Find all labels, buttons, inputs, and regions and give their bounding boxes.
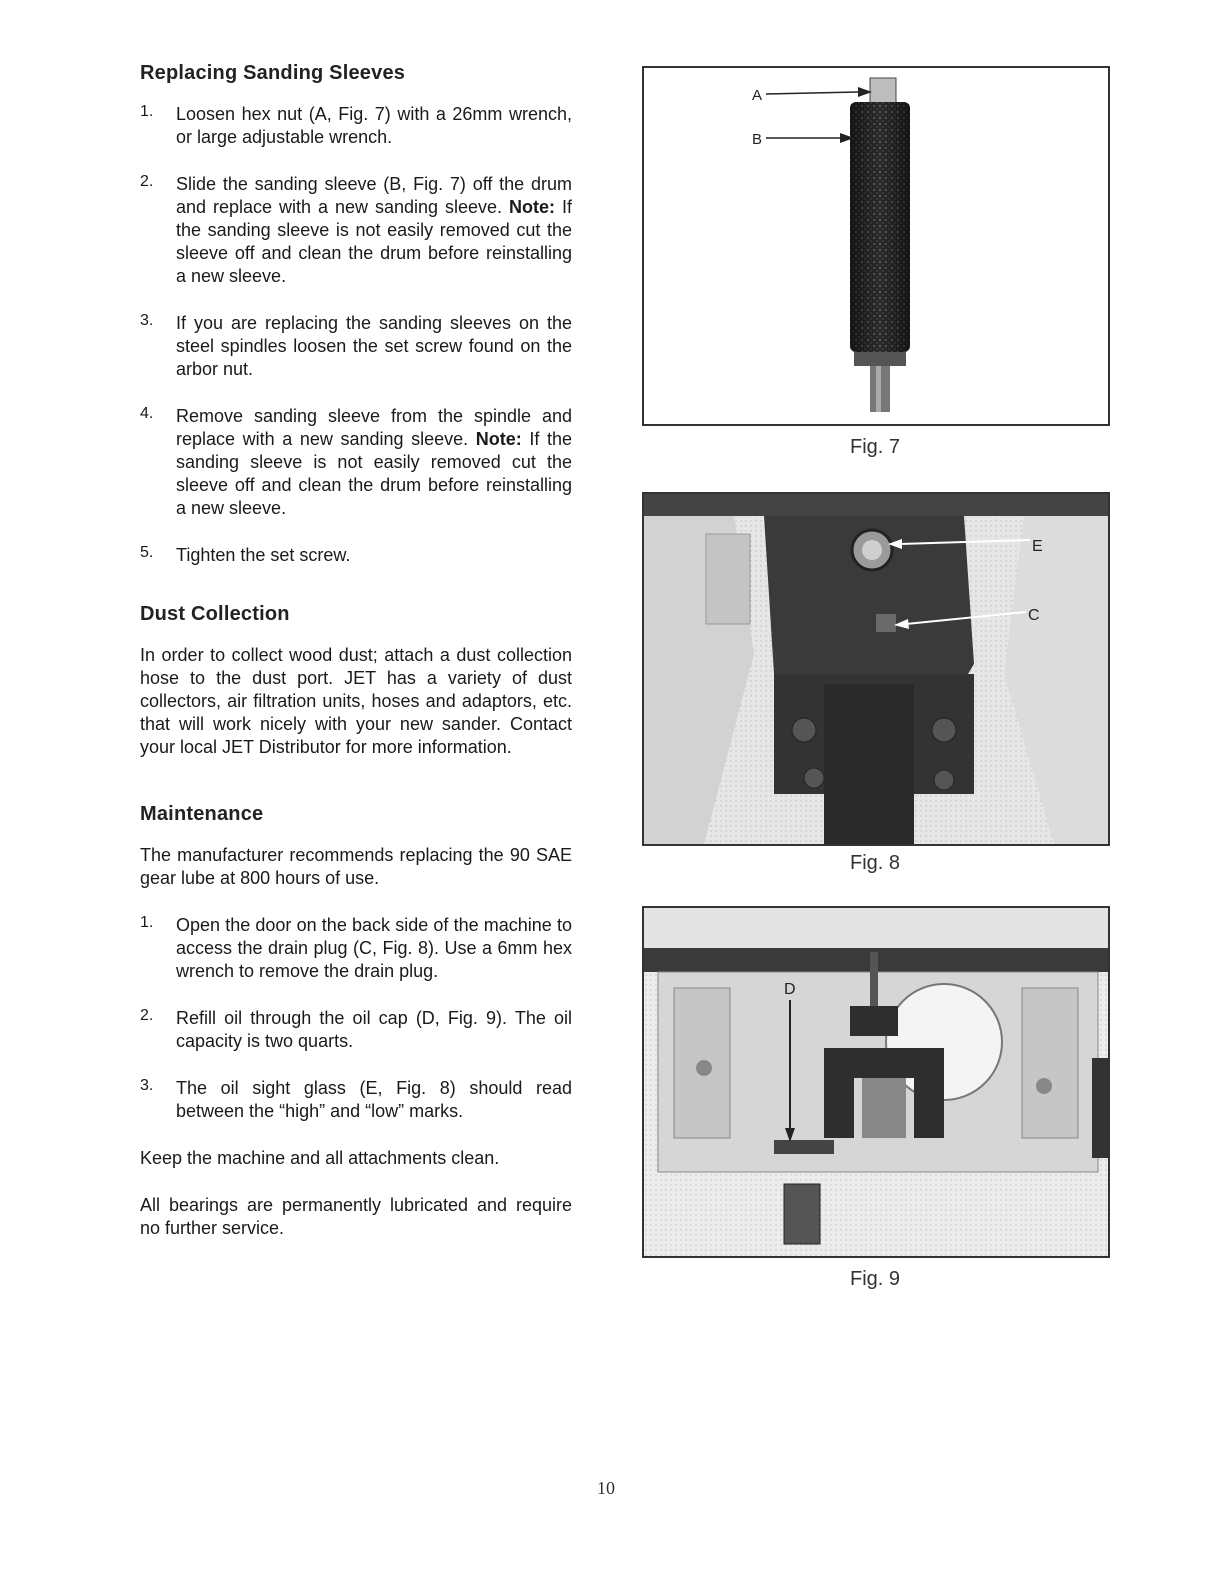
maintenance-intro: The manufacturer recommends replacing the 90 SAE gear lube at 800 hours of use.: [140, 845, 572, 888]
step-text: Tighten the set screw.: [176, 545, 351, 565]
maintenance-step-1: [140, 914, 572, 983]
replacing-step-2: [140, 173, 572, 288]
replacing-step-3: [140, 312, 572, 381]
step-number: 1.: [140, 103, 154, 120]
maintenance-step-3: [140, 1077, 572, 1123]
label-b: B: [752, 131, 763, 148]
figure-9-oil-cap: [642, 906, 1110, 1258]
step-number: 4.: [140, 405, 154, 422]
replacing-step-1: [140, 103, 572, 149]
step-text: Slide the sanding sleeve (B, Fig. 7) off the drum and replace with a new sanding sleeve. Note: If the sanding sleeve is not easily removed cut the sleeve off and clean the drum before reinstalling a new sleeve.: [176, 174, 572, 286]
heading-replacing-sanding-sleeves: Replacing Sanding Sleeves: [140, 62, 406, 84]
figure-7-sanding-drum: [642, 66, 1110, 426]
step-number: 2.: [140, 1007, 154, 1024]
step-text: Refill oil through the oil cap (D, Fig. 9). The oil capacity is two quarts.: [176, 1008, 572, 1051]
page-number: 10: [597, 1478, 615, 1498]
sanding-drum-illustration: [644, 68, 1108, 424]
maintenance-bearings: All bearings are permanently lubricated and require no further service.: [140, 1195, 572, 1238]
step-text: If you are replacing the sanding sleeves on the steel spindles loosen the set screw found on the arbor nut.: [176, 313, 572, 379]
replacing-step-4: [140, 405, 572, 520]
label-c: C: [1028, 607, 1040, 624]
note-label: Note:: [509, 197, 555, 217]
note-label: Note:: [475, 429, 522, 449]
text-column: [140, 62, 572, 1240]
dust-collection-body: In order to collect wood dust; attach a dust collection hose to the dust port. JET has a variety of dust collectors, air filtration units, hoses and adaptors, etc. that will work nicely with your new sander. Contact your local JET Distributor for more information.: [140, 645, 572, 757]
step-number: 1.: [140, 914, 154, 931]
label-d: D: [784, 981, 796, 998]
maintenance-clean: Keep the machine and all attachments clean.: [140, 1148, 500, 1168]
step-text: Loosen hex nut (A, Fig. 7) with a 26mm wrench, or large adjustable wrench.: [176, 104, 572, 147]
figure-8-caption: Fig. 8: [849, 852, 901, 874]
replacing-step-5: [140, 544, 572, 567]
heading-dust-collection: Dust Collection: [140, 603, 290, 625]
step-number: 3.: [140, 1077, 154, 1094]
figure-8-drain-plug: [642, 492, 1110, 846]
label-a: A: [752, 87, 763, 104]
heading-maintenance: Maintenance: [140, 803, 264, 825]
oil-cap-illustration: [644, 908, 1108, 1256]
step-number: 2.: [140, 173, 154, 190]
machine-interior-illustration: [644, 494, 1108, 844]
step-number: 5.: [140, 544, 154, 561]
figure-9-caption: Fig. 9: [849, 1268, 901, 1290]
step-text: The oil sight glass (E, Fig. 8) should read between the “high” and “low” marks.: [176, 1078, 572, 1121]
step-text: Open the door on the back side of the machine to access the drain plug (C, Fig. 8). Use a 6mm hex wrench to remove the drain plug.: [176, 915, 572, 981]
step-number: 3.: [140, 312, 154, 329]
step-text: Remove sanding sleeve from the spindle and replace with a new sanding sleeve. Note: If the sanding sleeve is not easily removed cut the sleeve off and clean the drum before reinstalling a new sleeve.: [176, 406, 572, 518]
maintenance-step-2: [140, 1007, 572, 1053]
label-e: E: [1032, 538, 1043, 555]
figure-7-caption: Fig. 7: [849, 436, 901, 458]
